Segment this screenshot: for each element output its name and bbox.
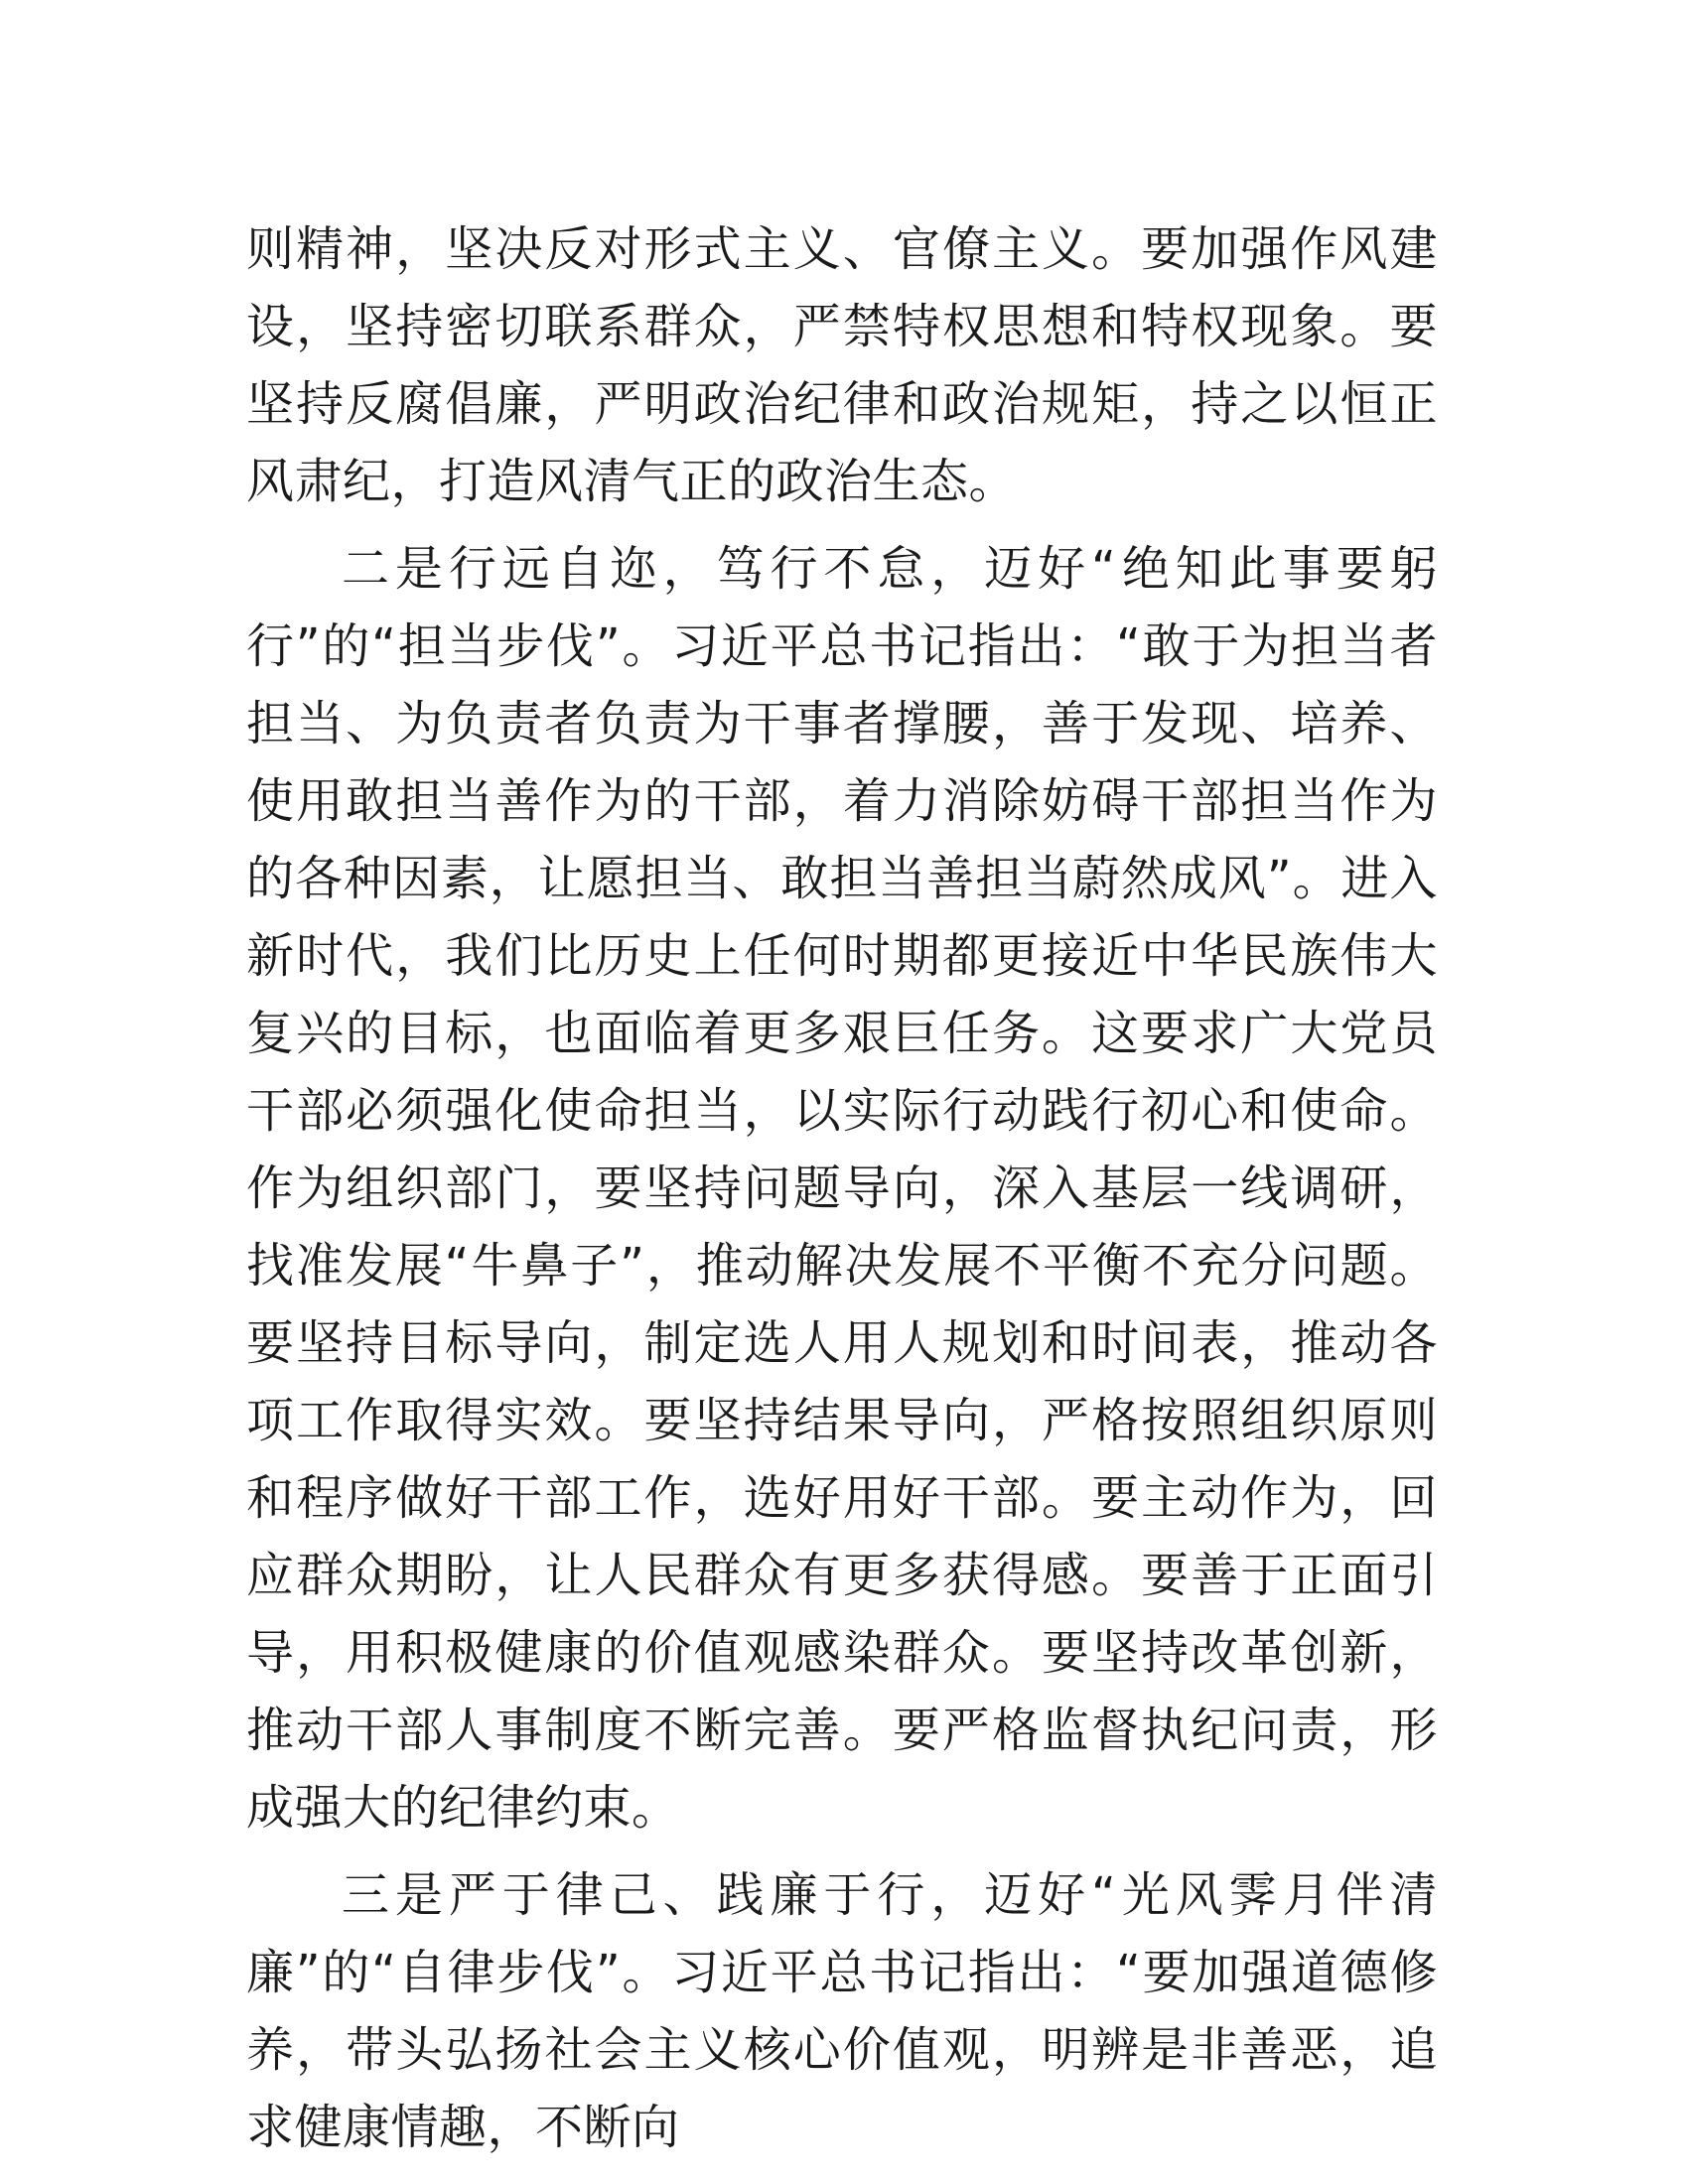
document-body — [246, 210, 1438, 2166]
paragraph-continuation: 则精神，坚决反对形式主义、官僚主义。要加强作风建设，坚持密切联系群众，严禁特权思想和特权现象。要坚持反腐倡廉，严明政治纪律和政治规矩，持之以恒正风肃纪，打造风清气正的政治生态。 — [246, 221, 1438, 509]
paragraph-second-point: 二是行远自迩，笃行不怠，迈好“绝知此事要躬行”的“担当步伐”。习近平总书记指出：“敢于为担当者担当、为负责者负责为干事者撑腰，善于发现、培养、使用敢担当善作为的干部，着力消除妨碍干部担当作为的各种因素，让愿担当、敢担当善担当蔚然成风”。进入新时代，我们比历史上任何时期都更接近中华民族伟大复兴的目标，也面临着更多艰巨任务。这要求广大党员干部必须强化使命担当，以实际行动践行初心和使命。作为组织部门，要坚持问题导向，深入基层一线调研，找准发展“牛鼻子”，推动解决发展不平衡不充分问题。要坚持目标导向，制定选人用人规划和时间表，推动各项工作取得实效。要坚持结果导向，严格按照组织原则和程序做好干部工作，选好用好干部。要主动作为，回应群众期盼，让人民群众有更多获得感。要善于正面引导，用积极健康的价值观感染群众。要坚持改革创新，推动干部人事制度不断完善。要严格监督执纪问责，形成强大的纪律约束。 — [246, 541, 1438, 1836]
paragraph-third-point: 三是严于律己、践廉于行，迈好“光风霁月伴清廉”的“自律步伐”。习近平总书记指出：“要加强道德修养，带头弘扬社会主义核心价值观，明辨是非善恶，追求健康情趣，不断向 — [246, 1867, 1438, 2155]
